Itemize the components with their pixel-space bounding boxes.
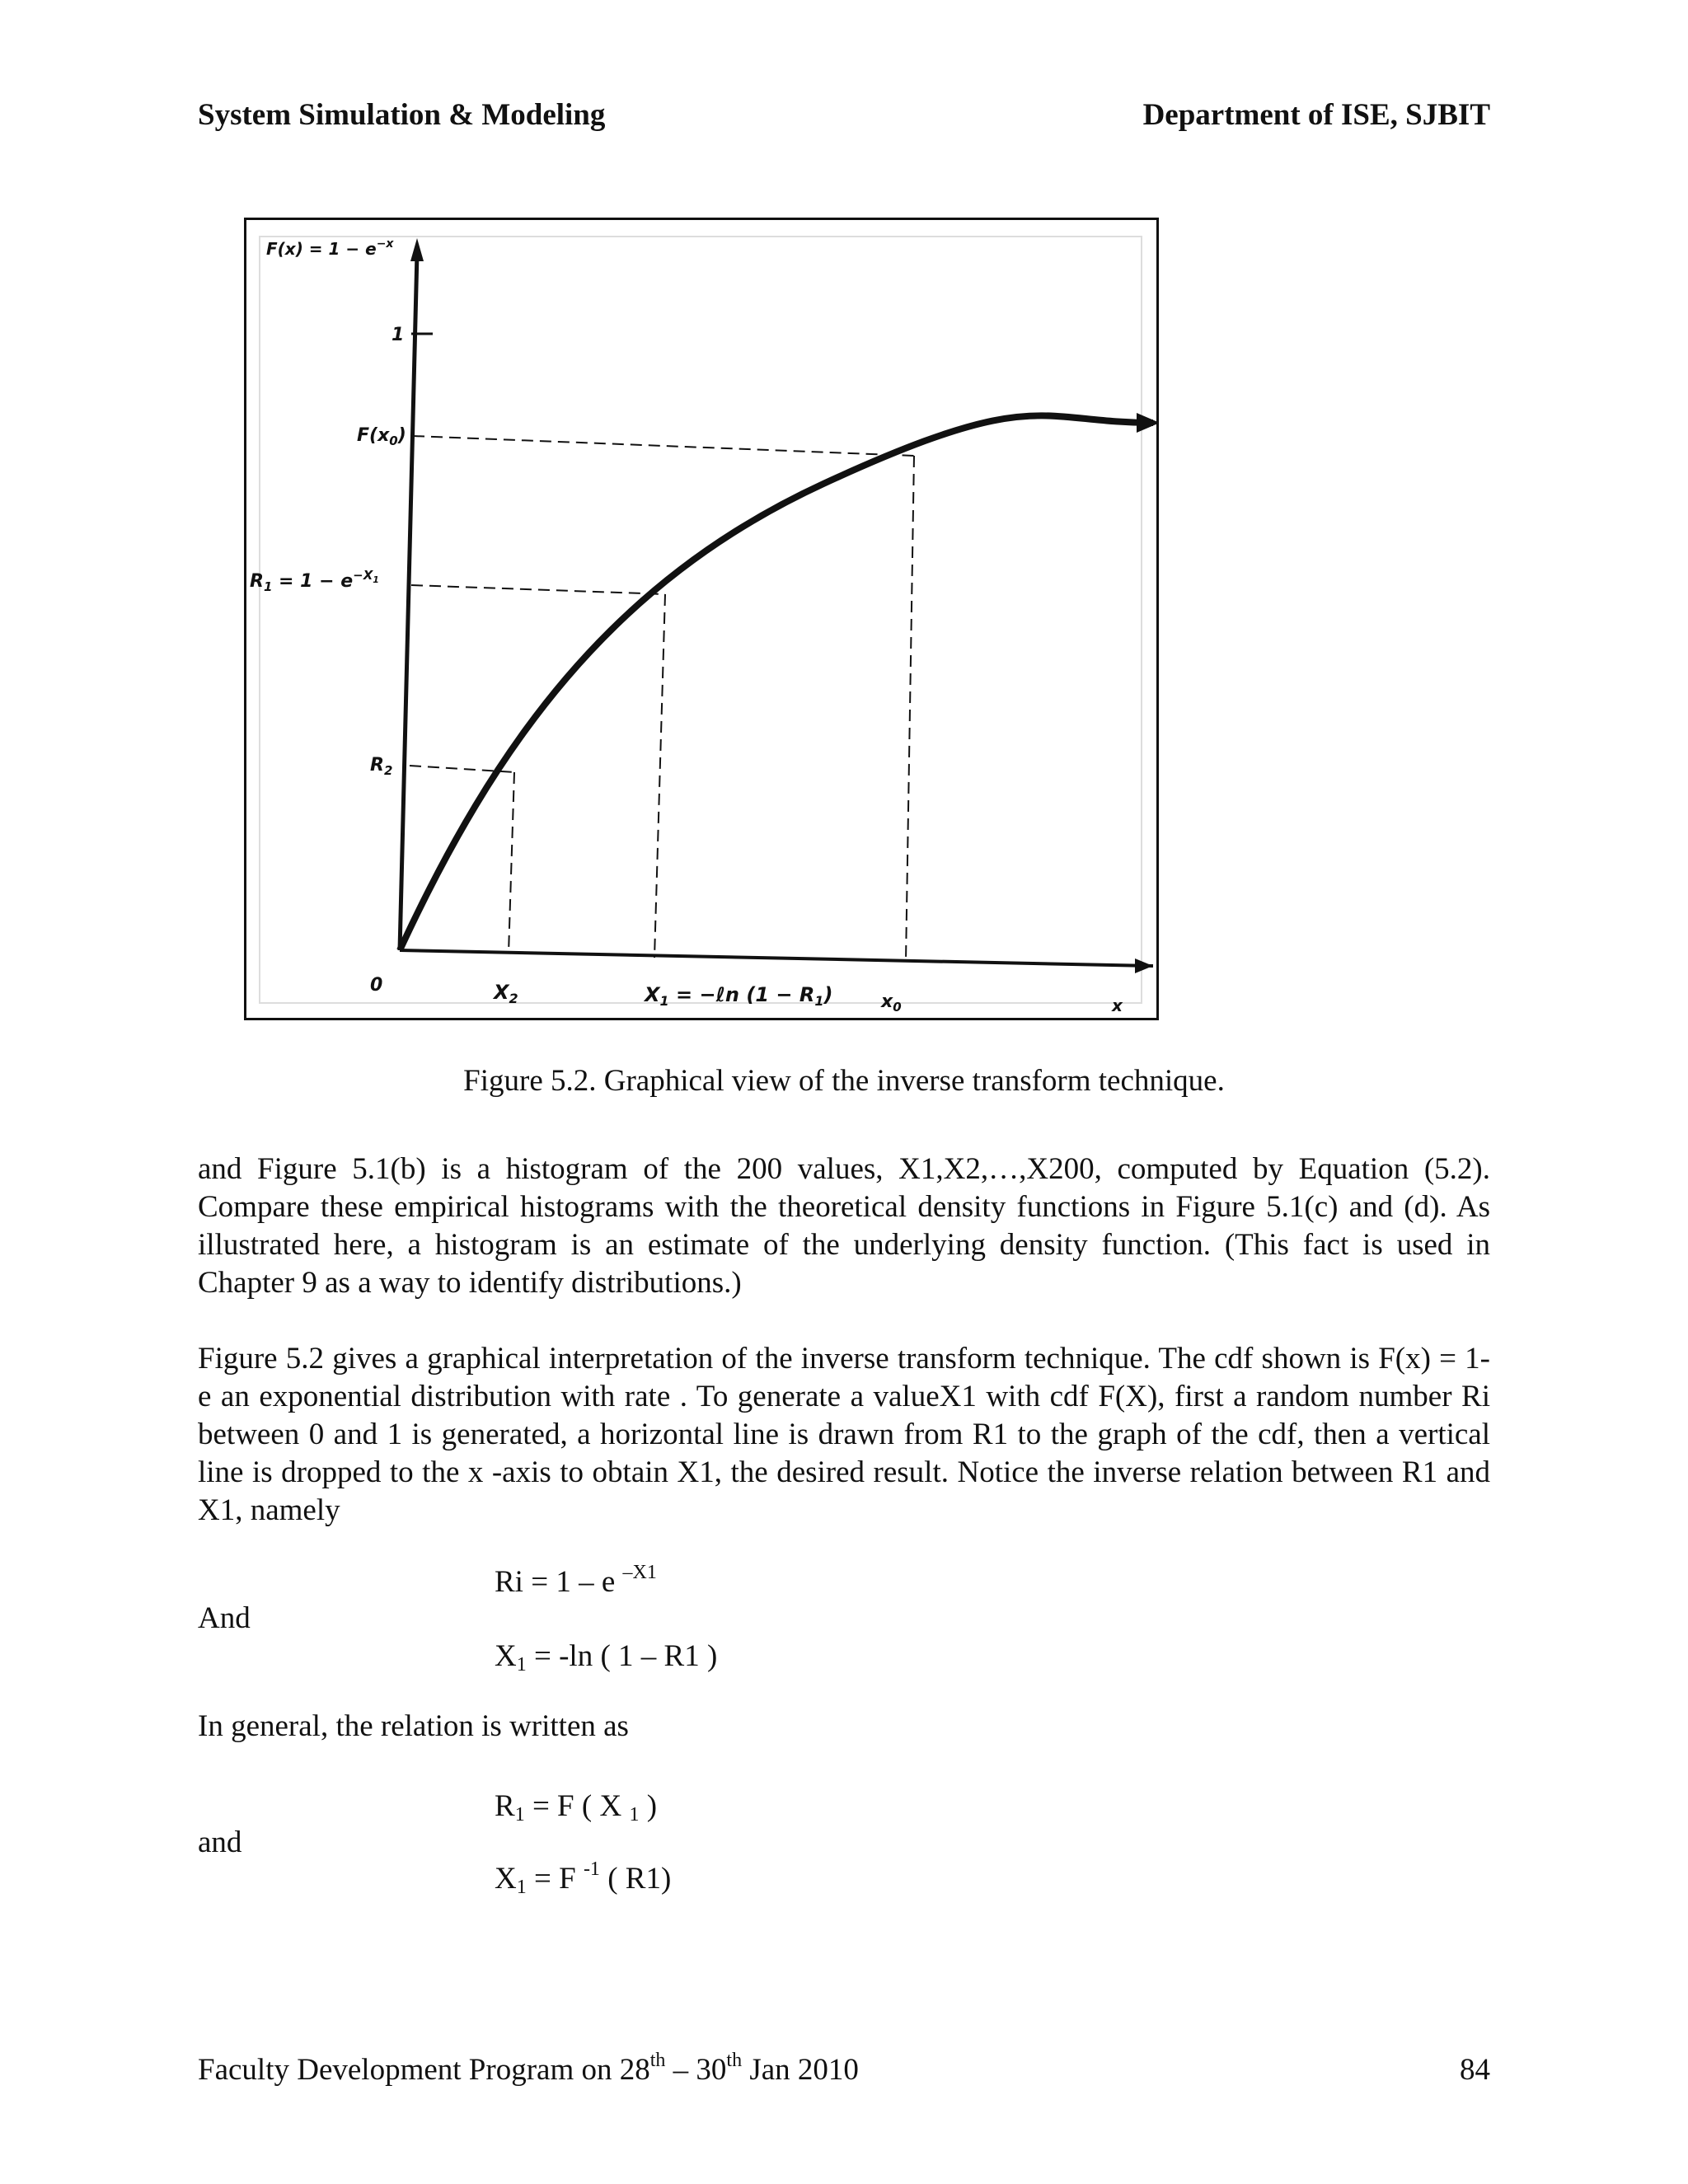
label-f-x0: $F(x_0)$ [357, 425, 406, 448]
guide-lines [410, 436, 914, 962]
equation-x1: X1 = -ln ( 1 – R1 ) [495, 1639, 718, 1675]
label-one: 1 [392, 325, 405, 345]
figure-caption: Figure 5.2. Graphical view of the inverse transform technique. [463, 1064, 1225, 1098]
paragraph-general: In general, the relation is written as [198, 1709, 629, 1743]
guide-fx0-horizontal [413, 436, 914, 456]
label-and-lower: and [198, 1825, 242, 1859]
paragraph-histogram: and Figure 5.1(b) is a histogram of the 200 values, X1,X2,…,X200, computed by Equation (5.2). Compare these empirical histograms with the theoretical density functions in Figure 5.1(c) and (d). As illustrated here, a histogram is an estimate of the underlying density function. (This fact is used in Chapter 9 as a way to identify distributions.) [198, 1152, 1490, 1300]
equation-r1: R1 = F ( X 1 ) [495, 1789, 658, 1825]
x-axis [400, 950, 1153, 966]
footer-program: Faculty Development Program on 28th – 30th Jan 2010 [198, 2050, 859, 2087]
label-origin: 0 [370, 975, 383, 996]
label-x1: $X_1$ = −ℓn $(1 - R_1)$ [645, 983, 833, 1009]
guide-x0-vertical [906, 456, 914, 962]
equation-inverse: X1 = F $^{-1}$ ( R1) [495, 1858, 672, 1898]
page-number: 84 [1460, 2053, 1490, 2087]
header-title: System Simulation & Modeling [198, 98, 606, 132]
label-y-function: $F(x) = 1 - e^{-x}$ [266, 237, 394, 259]
header-department: Department of ISE, SJBIT [1142, 98, 1490, 132]
guide-x1-vertical [654, 594, 665, 958]
figure-graphic [246, 220, 1156, 1018]
y-axis [400, 253, 417, 950]
label-x0: $x_0$ [881, 991, 902, 1015]
equation-ri: Ri = 1 – e $^{-X1}$ [495, 1562, 657, 1599]
label-r2: $R_2$ [370, 755, 393, 778]
guide-r1-horizontal [411, 585, 665, 594]
label-r1: $R_1 = 1 - e^{-X}1$ [250, 568, 379, 594]
label-x-axis: x [1112, 996, 1123, 1015]
cdf-curve [400, 415, 1153, 950]
cdf-arrow-icon [1137, 413, 1156, 433]
label-x2: $X_2$ [494, 981, 518, 1006]
x-axis-arrow-icon [1135, 958, 1153, 973]
y-axis-arrow-icon [410, 238, 424, 261]
figure-inverse-transform [244, 218, 1159, 1020]
guide-x2-vertical [509, 772, 514, 954]
label-and: And [198, 1601, 251, 1635]
inner-frame [260, 237, 1142, 1003]
paragraph-interpretation: Figure 5.2 gives a graphical interpretation of the inverse transform technique. The cdf shown is F(x) = 1- e an exponential distribution with rate . To generate a valueX1 with cdf F(X), first a random number Ri between 0 and 1 is generated, a horizontal line is drawn from R1 to the graph of the cdf, then a vertical line is dropped to the x -axis to obtain X1, the desired result. Notice the inverse relation between R1 and X1, namely [198, 1342, 1490, 1527]
